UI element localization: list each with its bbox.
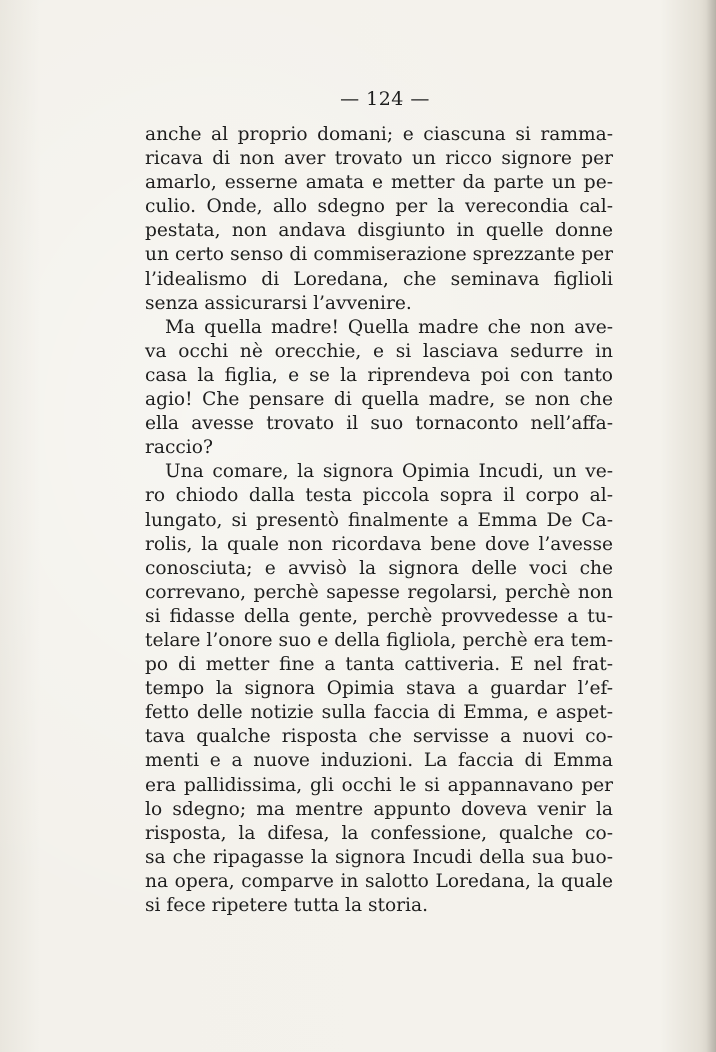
text-line: pestata, non andava disgiunto in quelle donne — [145, 220, 613, 242]
text-line: raccio? — [145, 437, 213, 459]
text-line: si fidasse della gente, perchè provvedesse a tu- — [145, 605, 613, 627]
text-line: l’idealismo di Loredana, che seminava figlioli — [145, 268, 613, 290]
text-line: risposta, la difesa, la confessione, qualche co- — [145, 822, 613, 844]
text-line: lo sdegno; ma mentre appunto doveva venir la — [145, 798, 613, 820]
text-line: ella avesse trovato il suo tornaconto nell’affa- — [145, 413, 613, 435]
text-line: fetto delle notizie sulla faccia di Emma, e aspet- — [145, 702, 613, 724]
text-line: culio. Onde, allo sdegno per la verecondia cal- — [145, 196, 613, 218]
text-line: sa che ripagasse la signora Incudi della sua buo- — [145, 846, 613, 868]
text-line: ro chiodo dalla testa piccola sopra il corpo al- — [145, 485, 613, 507]
text-line: conosciuta; e avvisò la signora delle voci che — [145, 557, 613, 579]
text-line: senza assicurarsi l’avvenire. — [145, 292, 412, 314]
body-text — [145, 123, 613, 918]
text-line: na opera, comparve in salotto Loredana, la quale — [145, 870, 613, 892]
text-line: tempo la signora Opimia stava a guardar l’ef- — [145, 678, 613, 700]
text-line: telare l’onore suo e della figliola, perchè era tem- — [145, 629, 613, 651]
text-line: si fece ripetere tutta la storia. — [145, 895, 429, 916]
text-line: anche al proprio domani; e ciascuna si ramma- — [145, 124, 613, 145]
text-line: era pallidissima, gli occhi le si appannavano per — [145, 774, 613, 796]
text-line: agio! Che pensare di quella madre, se non che — [145, 389, 613, 411]
text-line: va occhi nè orecchie, e si lasciava sedurre in — [145, 340, 613, 362]
text-line: lungato, si presentò finalmente a Emma De Ca- — [145, 509, 613, 531]
text-line: Ma quella madre! Quella madre che non ave- — [165, 316, 613, 338]
text-line: tava qualche risposta che servisse a nuovi co- — [145, 726, 613, 748]
text-line: casa la figlia, e se la riprendeva poi con tanto — [145, 364, 613, 386]
text-line: correvano, perchè sapesse regolarsi, perchè non — [145, 581, 613, 603]
text-line: rolis, la quale non ricordava bene dove l’avesse — [145, 533, 613, 555]
page-number: — 124 — — [340, 88, 430, 110]
text-line: amarlo, esserne amata e metter da parte un pe- — [145, 172, 613, 194]
text-line: Una comare, la signora Opimia Incudi, un ve- — [165, 461, 613, 483]
text-line: ricava di non aver trovato un ricco signore per — [145, 148, 613, 170]
text-line: po di metter fine a tanta cattiveria. E nel frat- — [145, 654, 613, 676]
page-edge-shadow — [706, 0, 716, 1052]
text-line: un certo senso di commiserazione sprezzante per — [145, 244, 613, 266]
text-line: menti e a nuove induzioni. La faccia di Emma — [145, 750, 613, 772]
